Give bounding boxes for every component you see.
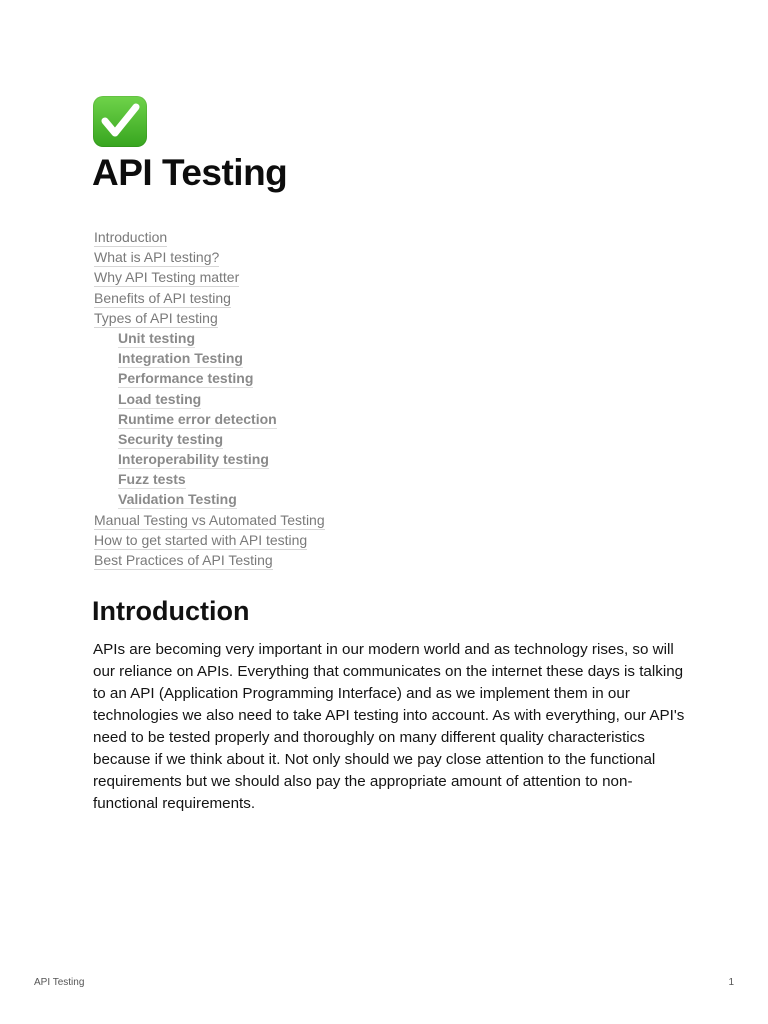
toc-link-label: Unit testing <box>118 329 195 346</box>
toc-link-label: Security testing <box>118 430 224 447</box>
toc-link-load-testing[interactable] <box>94 389 494 409</box>
toc-link-label: Fuzz tests <box>118 471 186 488</box>
toc-link-label: Benefits of API testing <box>94 289 231 306</box>
toc-link-label: How to get started with API testing <box>94 531 308 548</box>
toc-link-label: Integration Testing <box>118 350 243 367</box>
toc-link-how-to-get-started[interactable] <box>94 530 494 550</box>
toc-link-runtime-error-detection[interactable] <box>94 409 494 429</box>
toc-link-why-api-testing-matter[interactable] <box>94 267 494 287</box>
toc-link-performance-testing[interactable] <box>94 368 494 388</box>
toc-link-label: Runtime error detection <box>118 410 277 427</box>
toc-link-integration-testing[interactable] <box>94 348 494 368</box>
toc-link-interoperability-testing[interactable] <box>94 449 494 469</box>
toc-link-types-of-api-testing[interactable] <box>94 308 494 328</box>
toc-link-fuzz-tests[interactable] <box>94 469 494 489</box>
toc-link-security-testing[interactable] <box>94 429 494 449</box>
toc-link-label: Load testing <box>118 390 202 407</box>
toc-link-label: Introduction <box>94 229 168 245</box>
table-of-contents <box>94 227 494 570</box>
toc-link-label: Manual Testing vs Automated Testing <box>94 511 325 528</box>
toc-link-label: Why API Testing matter <box>94 269 240 286</box>
toc-link-unit-testing[interactable] <box>94 328 494 348</box>
toc-link-label: Types of API testing <box>94 309 218 326</box>
toc-link-manual-vs-automated-testing[interactable] <box>94 510 494 530</box>
toc-link-label: Best Practices of API Testing <box>94 552 273 568</box>
introduction-heading: Introduction <box>92 596 250 626</box>
check-mark-button-icon <box>93 96 147 147</box>
toc-link-label: What is API testing? <box>94 249 220 266</box>
footer-page-number: 1 <box>728 977 734 988</box>
toc-link-label: Validation Testing <box>118 491 237 508</box>
toc-link-what-is-api-testing[interactable] <box>94 247 494 267</box>
toc-link-label: Performance testing <box>118 370 254 387</box>
toc-link-label: Interoperability testing <box>118 451 269 468</box>
toc-link-validation-testing[interactable] <box>94 489 494 509</box>
footer-document-title: API Testing <box>34 977 85 988</box>
toc-link-benefits-of-api-testing[interactable] <box>94 288 494 308</box>
toc-link-best-practices[interactable] <box>94 550 494 570</box>
page-title: API Testing <box>92 152 288 193</box>
introduction-paragraph: APIs are becoming very important in our modern world and as technology rises, so will our reliance on APIs. Everything that communicates on the internet these days is talking to an API (Application Programming Interface) and as we implement them in our technologies we also need to take API testing into account. As with everything, our API's need to be tested properly and thoroughly on many different quality characteristics because if we think about it. Not only should we pay close attention to the functional requirements but we should also pay the appropriate amount of attention to non-functional requirements. <box>93 641 685 812</box>
toc-link-introduction[interactable] <box>94 227 494 247</box>
